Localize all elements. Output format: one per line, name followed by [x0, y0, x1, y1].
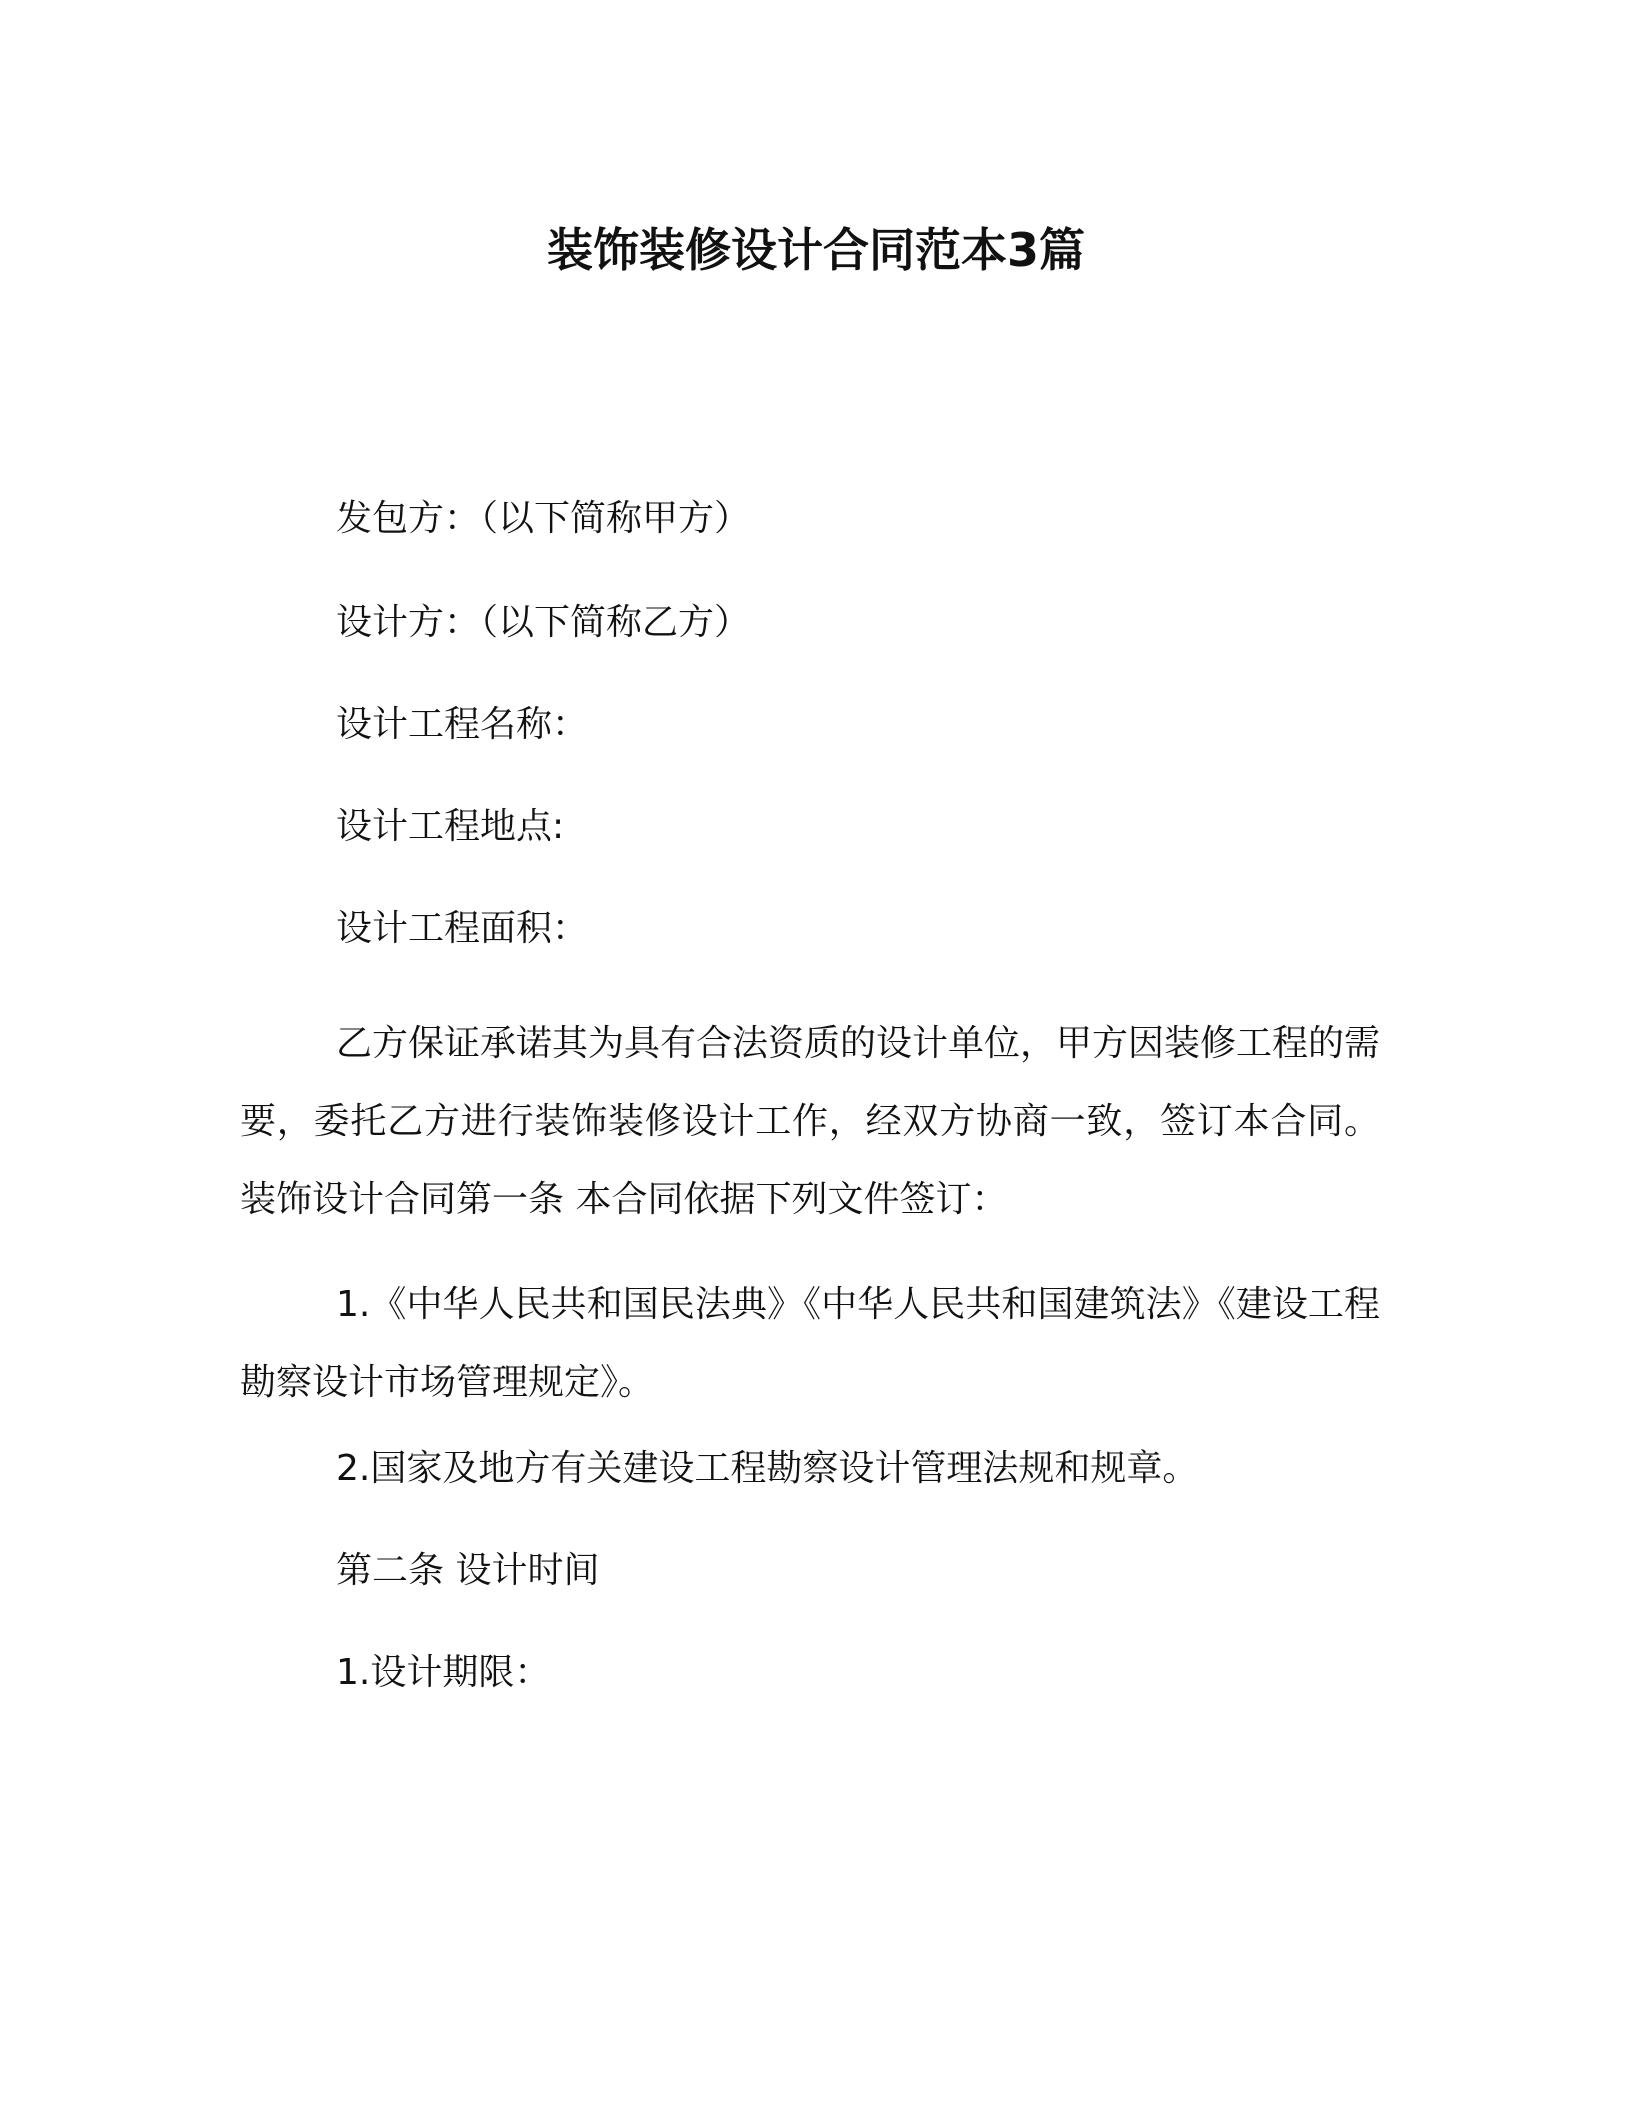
- intro-paragraph: 乙方保证承诺其为具有合法资质的设计单位，甲方因装修工程的需要，委托乙方进行装饰装修设计工作，经双方协商一致，签订本合同。装饰设计合同第一条 本合同依据下列文件签订：: [240, 1023, 1381, 1220]
- item1-paragraph: 1.《中华人民共和国民法典》《中华人民共和国建筑法》《建设工程勘察设计市场管理规定》。: [240, 1284, 1380, 1403]
- project-name-line: 设计工程名称：: [336, 704, 589, 745]
- party-a-line: 发包方：（以下简称甲方）: [336, 498, 751, 539]
- item2-line: 2.国家及地方有关建设工程勘察设计管理法规和规章。: [336, 1448, 1199, 1489]
- document-title: 装饰装修设计合同范本3篇: [546, 223, 1085, 277]
- project-area-line: 设计工程面积：: [336, 908, 589, 949]
- project-location-line: 设计工程地点:: [336, 806, 565, 847]
- article2-heading: 第二条 设计时间: [336, 1550, 600, 1591]
- design-term-line: 1.设计期限：: [336, 1652, 551, 1693]
- party-b-line: 设计方：（以下简称乙方）: [336, 602, 751, 643]
